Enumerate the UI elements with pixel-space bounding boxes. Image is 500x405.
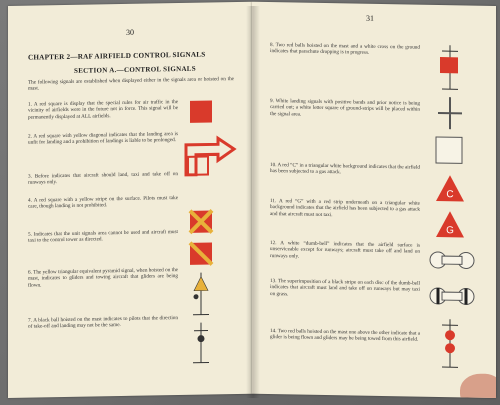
- left-page-number: 30: [126, 27, 134, 37]
- intro-paragraph: The following signals are established when displayed either in the signals area or hoisted on the mast.: [28, 76, 234, 92]
- signal-paragraph-5: 5. Indicates that the unit signals area cannot be used and aircraft must taxi to the control tower as directed.: [28, 229, 178, 244]
- signal-paragraph-4: 4. A red square with a yellow stripe on the surface. Pilots must take care, though landing is not prohibited.: [28, 195, 178, 210]
- white-dumb-bell-signal: [428, 243, 478, 278]
- black-ball-mast-signal: [184, 320, 224, 367]
- section-title: SECTION A.—CONTROL SIGNALS: [74, 64, 196, 75]
- right-page-number: 31: [366, 13, 374, 23]
- signal-paragraph-10: 10. A red “C” in a triangular white background indicates that the airfield has been subjected to a gas attack.: [270, 162, 420, 176]
- svg-text:C: C: [446, 189, 454, 201]
- right-page: [252, 2, 496, 398]
- signal-paragraph-1: 1. A red square is display that the special rules for air traffic in the vicinity of airfields were in the future not in force. This signal will be permanently displayed at ALL airfields.: [28, 99, 178, 121]
- red-balls-mast-signal: [432, 43, 472, 94]
- yellow-triangle-mast-signal: [184, 270, 224, 319]
- red-square-signal: [184, 94, 224, 135]
- dumb-bell-black-stripes-signal: [428, 279, 478, 314]
- left-page: [8, 2, 252, 398]
- red-square-yellow-cross-signal: [184, 206, 224, 239]
- signal-paragraph-2: 2. A red square with yellow diagonal indicates that the landing area is unfit for landing and a prohibition of landings is liable to be prolonged.: [28, 131, 178, 146]
- red-square-yellow-diagonal-signal: [184, 238, 224, 271]
- red-arrow-signal: [180, 134, 240, 185]
- open-book: [8, 6, 496, 398]
- signal-paragraph-12: 12. A white “dumb-bell” indicates that the airfield surface is unserviceable except for runways; aircraft must take off and land on runways only.: [270, 240, 420, 260]
- red-c-triangle-signal: [432, 171, 472, 206]
- signal-paragraph-9: 9. White landing signals with positive bands and prior notice is being carried out; a white letter square of ground-strips will be placed within the signal area.: [270, 98, 420, 118]
- red-g-triangle-signal: [432, 207, 472, 242]
- signal-paragraph-11: 11. A red “G” with a red strip underneath on a triangular white background indicates that the airfield has been subjected to a gas attack and that aircraft must not taxi.: [270, 198, 420, 218]
- white-square-signal: [432, 133, 472, 166]
- signal-paragraph-3: 3. Before indicates that aircraft should land, taxi and take off on runways only.: [28, 171, 178, 186]
- chapter-title: CHAPTER 2—RAF AIRFIELD CONTROL SIGNALS: [28, 50, 206, 62]
- two-red-balls-mast-signal: [432, 317, 472, 372]
- white-cross-signal: [432, 93, 472, 134]
- signal-paragraph-7: 7. A black ball hoisted on the mast indicates to pilots that the direction of take-off and landing may not be the same.: [28, 315, 178, 330]
- thumb: [460, 373, 496, 398]
- signal-paragraph-6: 6. The yellow triangular equivalent pyramid signal, when hoisted on the mast, indicates to gliders and towing aircraft that gliders are being flown.: [28, 267, 178, 289]
- svg-text:G: G: [446, 225, 454, 237]
- signal-paragraph-14: 14. Two red balls hoisted on the mast one above the other indicate that a glider is being flown and gliders may be being towed from this airfield.: [270, 328, 420, 343]
- signal-paragraph-13: 13. The superimposition of a black stripe on each disc of the dumb-bell indicates that aircraft must land and take off on runways but may taxi on grass.: [270, 278, 420, 297]
- book-spine: [246, 6, 260, 398]
- signal-paragraph-8: 8. Two red balls hoisted on the mast and a white cross on the ground indicates that parachute dropping is in progress.: [270, 42, 420, 57]
